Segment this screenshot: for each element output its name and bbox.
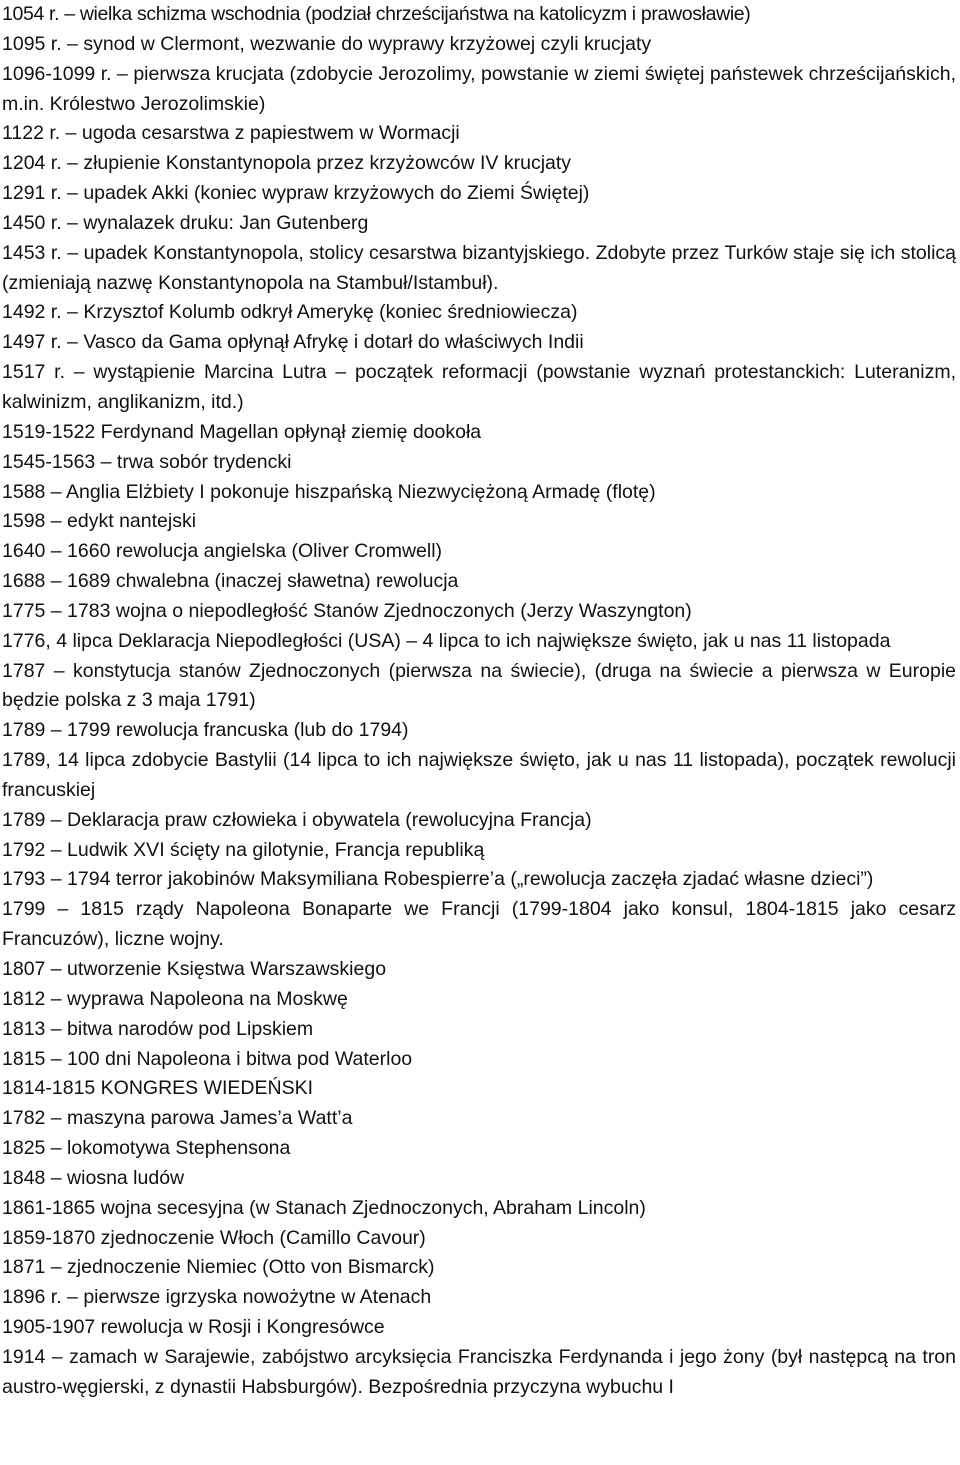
timeline-entry-1776: 1776, 4 lipca Deklaracja Niepodległości (USA) – 4 lipca to ich największe święto, jak u nas 11 listopada xyxy=(2,629,891,652)
document-text xyxy=(2,0,956,1403)
timeline-entry-1814: 1814-1815 KONGRES WIEDEŃSKI xyxy=(2,1077,314,1100)
timeline-entry-1813: 1813 – bitwa narodów pod Lipskiem xyxy=(2,1017,314,1040)
timeline-entry-1825: 1825 – lokomotywa Stephensona xyxy=(2,1137,291,1160)
timeline-entry-1789-declaration: 1789 – Deklaracja praw człowieka i obywatela (rewolucyjna Francja) xyxy=(2,808,592,831)
timeline-entry-1789-bastille: 1789, 14 lipca zdobycie Bastylii (14 lipca to ich największe święto, jak u nas 11 listopada), początek rewolucji francuskiej xyxy=(2,749,956,801)
timeline-entry-1812: 1812 – wyprawa Napoleona na Moskwę xyxy=(2,987,348,1010)
timeline-entry-1871: 1871 – zjednoczenie Niemiec (Otto von Bismarck) xyxy=(2,1256,435,1279)
timeline-entry-1588: 1588 – Anglia Elżbiety I pokonuje hiszpańską Niezwyciężoną Armadę (flotę) xyxy=(2,480,656,503)
timeline-entry-1497: 1497 r. – Vasco da Gama opłynął Afrykę i dotarł do właściwych Indii xyxy=(2,331,584,354)
timeline-entry-1096: 1096-1099 r. – pierwsza krucjata (zdobycie Jerozolimy, powstanie w ziemi świętej państewek chrześcijańskich, m.in. Królestwo Jerozolimskie) xyxy=(2,62,956,115)
timeline-entry-1896: 1896 r. – pierwsze igrzyska nowożytne w Atenach xyxy=(2,1286,432,1309)
timeline-entry-1914: 1914 – zamach w Sarajewie, zabójstwo arcyksięcia Franciszka Ferdynanda i jego żony (był następcą na tron austro-węgierski, z dynastii Habsburgów). Bezpośrednia przyczyna wybuchu I xyxy=(2,1345,956,1398)
timeline-entry-1122: 1122 r. – ugoda cesarstwa z papiestwem w Wormacji xyxy=(2,122,460,145)
timeline-entry-1905: 1905-1907 rewolucja w Rosji i Kongresówce xyxy=(2,1316,385,1339)
timeline-entry-1095: 1095 r. – synod w Clermont, wezwanie do wyprawy krzyżowej czyli krucjaty xyxy=(2,32,652,55)
timeline-entry-1450: 1450 r. – wynalazek druku: Jan Gutenberg xyxy=(2,211,369,234)
timeline-entry-1291: 1291 r. – upadek Akki (koniec wypraw krzyżowych do Ziemi Świętej) xyxy=(2,182,590,205)
timeline-entry-1204: 1204 r. – złupienie Konstantynopola przez krzyżowców IV krucjaty xyxy=(2,152,572,175)
timeline-entry-1792: 1792 – Ludwik XVI ścięty na gilotynie, Francja republiką xyxy=(2,838,485,861)
timeline-entry-1517: 1517 r. – wystąpienie Marcina Lutra – początek reformacji (powstanie wyznań protestanckich: Luteranizm, kalwinizm, anglikanizm, itd.) xyxy=(2,361,956,413)
timeline-entry-1688: 1688 – 1689 chwalebna (inaczej sławetna) rewolucja xyxy=(2,570,459,593)
timeline-entry-1789-revolution: 1789 – 1799 rewolucja francuska (lub do 1794) xyxy=(2,719,409,742)
timeline-entry-1054: 1054 r. – wielka schizma wschodnia (podział chrześcijaństwa na katolicyzm i prawosławie) xyxy=(2,3,751,25)
timeline-entry-1453: 1453 r. – upadek Konstantynopola, stolicy cesarstwa bizantyjskiego. Zdobyte przez Turków staje się ich stolicą (zmieniają nazwę Konstantynopola na Stambuł/Istambuł). xyxy=(2,241,956,294)
timeline-entry-1815: 1815 – 100 dni Napoleona i bitwa pod Waterloo xyxy=(2,1047,413,1070)
timeline-entry-1861: 1861-1865 wojna secesyjna (w Stanach Zjednoczonych, Abraham Lincoln) xyxy=(2,1196,646,1219)
timeline-entry-1519: 1519-1522 Ferdynand Magellan opłynął ziemię dookoła xyxy=(2,420,482,443)
timeline-entry-1598: 1598 – edykt nantejski xyxy=(2,510,197,533)
timeline-entry-1799: 1799 – 1815 rządy Napoleona Bonaparte we Francji (1799-1804 jako konsul, 1804-1815 jako cesarz Francuzów), liczne wojny. xyxy=(2,898,956,951)
timeline-entry-1782: 1782 – maszyna parowa James’a Watt’a xyxy=(2,1107,353,1130)
timeline-entry-1807: 1807 – utworzenie Księstwa Warszawskiego xyxy=(2,958,387,980)
timeline-entry-1848: 1848 – wiosna ludów xyxy=(2,1166,185,1189)
timeline-entry-1787: 1787 – konstytucja stanów Zjednoczonych (pierwsza na świecie), (druga na świecie a pierwsza w Europie będzie polska z 3 maja 1791) xyxy=(2,659,956,712)
timeline-entry-1545: 1545-1563 – trwa sobór trydencki xyxy=(2,450,292,473)
timeline-entry-1775: 1775 – 1783 wojna o niepodległość Stanów Zjednoczonych (Jerzy Waszyngton) xyxy=(2,599,692,622)
timeline-entry-1859: 1859-1870 zjednoczenie Włoch (Camillo Cavour) xyxy=(2,1226,426,1249)
timeline-entry-1640: 1640 – 1660 rewolucja angielska (Oliver Cromwell) xyxy=(2,540,443,563)
timeline-entry-1492: 1492 r. – Krzysztof Kolumb odkrył Amerykę (koniec średniowiecza) xyxy=(2,301,578,324)
timeline-entry-1793: 1793 – 1794 terror jakobinów Maksymiliana Robespierre’a („rewolucja zaczęła zjadać własne dzieci”) xyxy=(2,868,874,891)
